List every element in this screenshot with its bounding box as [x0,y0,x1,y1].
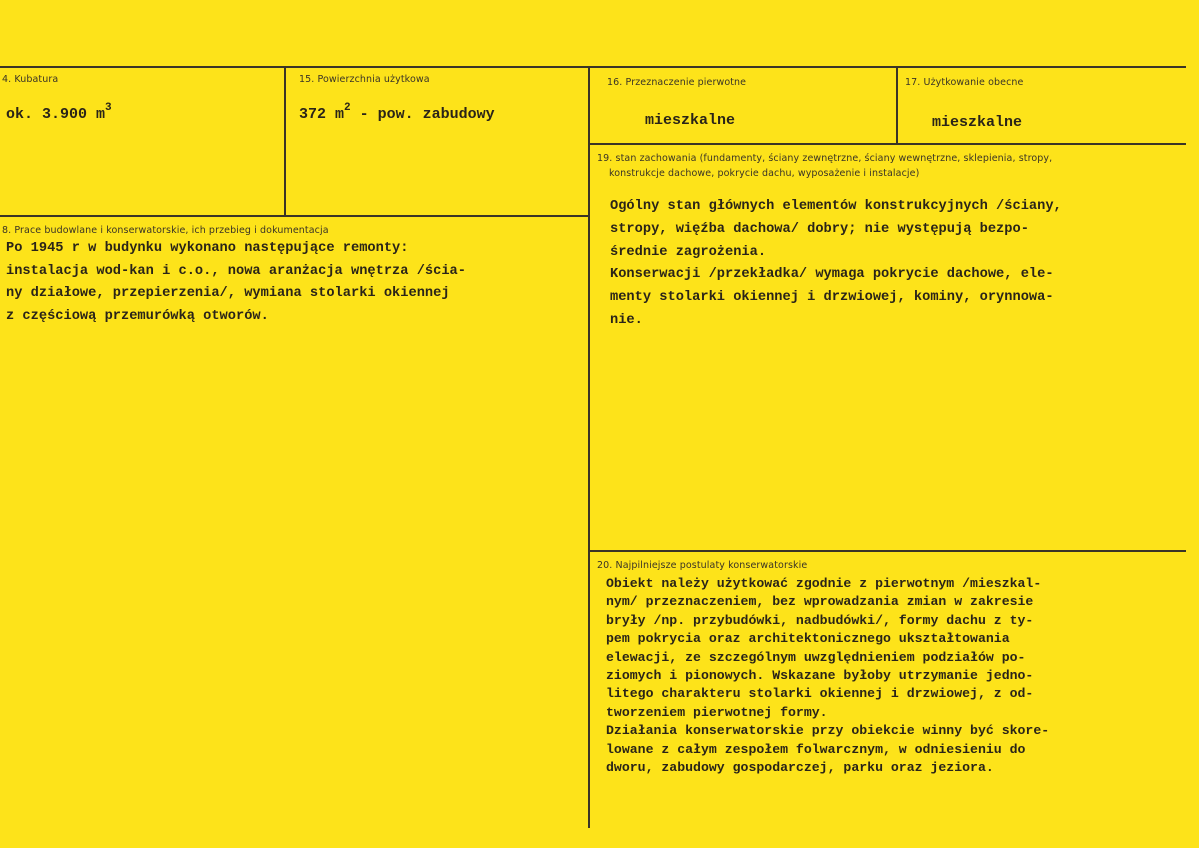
field-16-value: mieszkalne [645,112,736,129]
divider-16-17 [896,66,898,144]
field-20-line: nym/ przeznaczeniem, bez wprowadzania zmian w zakresie [606,594,1034,610]
field-20-line: elewacji, ze szczególnym uwzględnieniem podziałów po- [606,649,1026,665]
field-19-line: średnie zagrożenia. [610,244,767,260]
field-15-value-text: 372 m [299,106,345,123]
field-19-label-1: 19. stan zachowania (fundamenty, ściany zewnętrzne, ściany wewnętrzne, sklepienia, stropy, [597,153,1053,164]
field-17-value: mieszkalne [932,114,1023,131]
field-20-line: ziomych i pionowych. Wskazane byłoby utrzymanie jedno- [606,668,1034,684]
field-14-label: 4. Kubatura [2,74,59,85]
field-19-line: Konserwacji /przekładka/ wymaga pokrycie dachowe, ele- [610,267,1054,283]
field-15-value [299,104,495,123]
field-18-line: ny działowe, przepierzenia/, wymiana stolarki okiennej [6,286,450,301]
top-rule [0,66,1186,68]
field-18-line: z częściową przemurówką otworów. [6,308,269,324]
field-19-line: nie. [610,312,643,328]
rule-16-17-bottom [589,143,1186,145]
field-14-value-sup: 3 [105,102,112,114]
field-20-line: bryły /np. przybudówki, nadbudówki/, formy dachu z ty- [606,612,1034,628]
center-divider [588,66,590,828]
rule-14-15-bottom [0,215,589,217]
field-19-line: menty stolarki okiennej i drzwiowej, kominy, orynnowa- [610,290,1054,306]
field-20-line: dworu, zabudowy gospodarczej, parku oraz jeziora. [606,760,994,776]
field-16-label: 16. Przeznaczenie pierwotne [607,77,747,88]
field-19-text [610,196,1062,333]
field-15-value-sup: 2 [344,102,351,114]
field-15-label: 15. Powierzchnia użytkowa [299,74,430,85]
field-19-line: Ogólny stan głównych elementów konstrukcyjnych /ściany, [610,199,1062,214]
field-19-label-2: konstrukcje dachowe, pokrycie dachu, wyposażenie i instalacje) [609,168,920,179]
rule-19-bottom [589,550,1186,552]
field-20-label: 20. Najpilniejsze postulaty konserwatorskie [597,560,808,571]
field-20-line: lowane z całym zespołem folwarcznym, w odniesieniu do [606,741,1026,757]
field-15-value-suffix: - pow. zabudowy [350,106,495,123]
field-19-line: stropy, więźba dachowa/ dobry; nie występują bezpo- [610,221,1029,237]
field-18-line: Po 1945 r w budynku wykonano następujące remonty: [6,241,409,256]
field-17-label: 17. Użytkowanie obecne [905,77,1024,88]
divider-14-15 [284,66,286,216]
field-14-value-text: ok. 3.900 m [6,106,106,123]
field-18-line: instalacja wod-kan i c.o., nowa aranżacja wnętrza /ścia- [6,263,466,279]
field-18-label: 8. Prace budowlane i konserwatorskie, ich przebieg i dokumentacja [2,225,329,236]
field-20-line: tworzeniem pierwotnej formy. [606,704,828,720]
field-20-line: litego charakteru stolarki okiennej i drzwiowej, z od- [606,686,1034,702]
field-20-line: Obiekt należy użytkować zgodnie z pierwotnym /mieszkal- [606,576,1042,591]
field-14-value [6,104,112,123]
field-20-text [606,575,1049,777]
field-20-line: Działania konserwatorskie przy obiekcie winny być skore- [606,723,1050,739]
field-18-text [6,238,466,328]
field-20-line: pem pokrycia oraz architektonicznego ukształtowania [606,631,1010,647]
